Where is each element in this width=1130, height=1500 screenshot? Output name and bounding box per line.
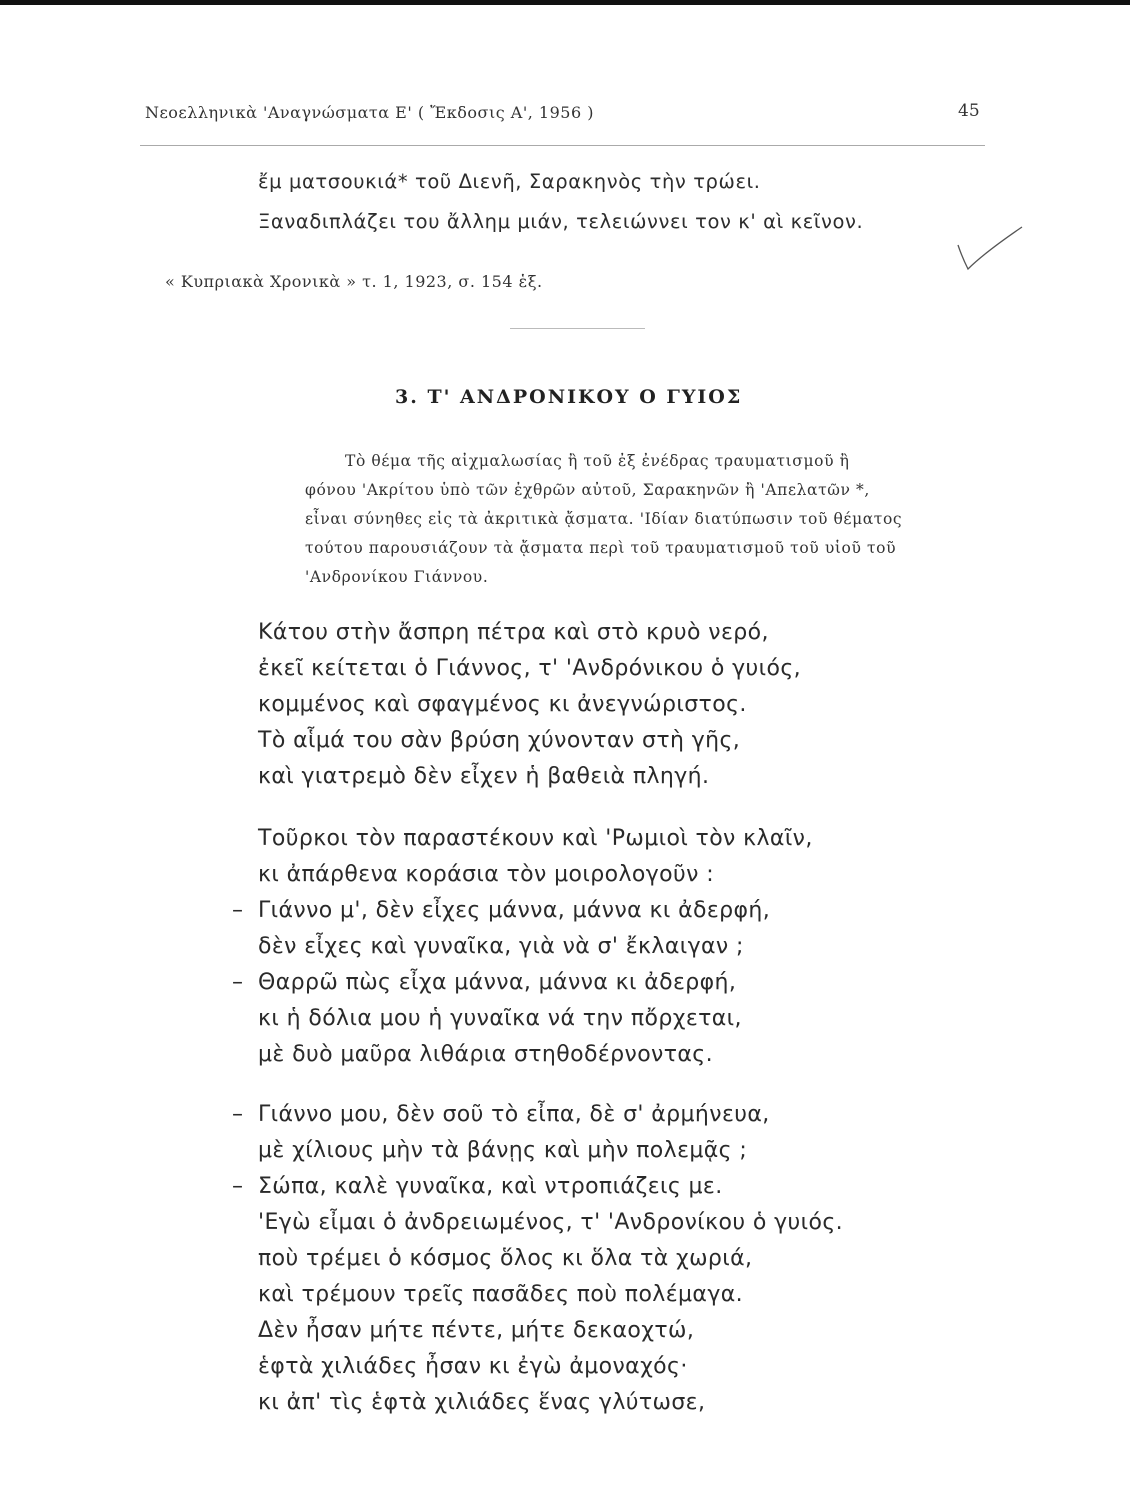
intro-line: Τὸ θέμα τῆς αἰχμαλωσίας ἢ τοῦ ἐξ ἐνέδρας τραυματισμοῦ ἢ bbox=[345, 452, 850, 470]
poem-line: κι ἡ δόλια μου ἡ γυναῖκα νά την πὄρχεται, bbox=[258, 1006, 742, 1031]
poem-line: 'Εγὼ εἶμαι ὁ ἀνδρειωμένος, τ' 'Ανδρονίκου ὁ γυιός. bbox=[258, 1210, 844, 1235]
poem-line: Θαρρῶ πὼς εἶχα μάννα, μάννα κι ἀδερφή, bbox=[258, 970, 737, 995]
running-header: Νεοελληνικὰ 'Αναγνώσματα Ε' ( Ἔκδοσις Α', 1956 ) bbox=[145, 103, 594, 122]
dialogue-dash: – bbox=[232, 1174, 243, 1199]
poem-line: Γιάννο μ', δὲν εἶχες μάννα, μάννα κι ἀδερφή, bbox=[258, 898, 771, 923]
poem-line: Κάτου στὴν ἄσπρη πέτρα καὶ στὸ κρυὸ νερό, bbox=[258, 620, 769, 645]
scan-top-edge bbox=[0, 0, 1130, 5]
section-separator bbox=[510, 328, 645, 329]
poem-line: Δὲν ἦσαν μήτε πέντε, μήτε δεκαοχτώ, bbox=[258, 1318, 695, 1343]
poem-line: ἑφτὰ χιλιάδες ἦσαν κι ἐγὼ ἀμοναχός· bbox=[258, 1354, 688, 1379]
poem-line: κομμένος καὶ σφαγμένος κι ἀνεγνώριστος. bbox=[258, 692, 747, 717]
handwritten-check-mark bbox=[950, 225, 1030, 275]
poem-line: Σώπα, καλὲ γυναῖκα, καὶ ντροπιάζεις με. bbox=[258, 1174, 723, 1199]
poem-line: κι ἀπ' τὶς ἑφτὰ χιλιάδες ἕνας γλύτωσε, bbox=[258, 1390, 706, 1415]
intro-line: τούτου παρουσιάζουν τὰ ᾄσματα περὶ τοῦ τραυματισμοῦ τοῦ υἱοῦ τοῦ bbox=[305, 539, 897, 557]
dialogue-dash: – bbox=[232, 970, 243, 995]
page-number: 45 bbox=[958, 101, 980, 121]
poem-line: Τοῦρκοι τὸν παραστέκουν καὶ 'Ρωμιοὶ τὸν κλαῖν, bbox=[258, 826, 813, 851]
poem-line: δὲν εἶχες καὶ γυναῖκα, γιὰ νὰ σ' ἔκλαιγαν ; bbox=[258, 934, 744, 959]
dialogue-dash: – bbox=[232, 1102, 243, 1127]
dialogue-dash: – bbox=[232, 898, 243, 923]
poem-line: Τὸ αἷμά του σὰν βρύση χύνονταν στὴ γῆς, bbox=[258, 728, 741, 753]
intro-line: εἶναι σύνηθες εἰς τὰ ἀκριτικὰ ᾄσματα. 'Ιδίαν διατύπωσιν τοῦ θέματος bbox=[305, 510, 903, 528]
poem-line: ποὺ τρέμει ὁ κόσμος ὅλος κι ὅλα τὰ χωριά, bbox=[258, 1246, 753, 1271]
poem-line: κι ἀπάρθενα κοράσια τὸν μοιρολογοῦν : bbox=[258, 862, 715, 887]
intro-line: 'Ανδρονίκου Γιάννου. bbox=[305, 568, 489, 586]
poem-line: καὶ γιατρεμὸ δὲν εἶχεν ἡ βαθειὰ πληγή. bbox=[258, 764, 710, 789]
poem-line: μὲ δυὸ μαῦρα λιθάρια στηθοδέρνοντας. bbox=[258, 1042, 714, 1067]
prev-poem-line: Ξαναδιπλάζει του ἄλλημ μιάν, τελειώννει τον κ' αὶ κεῖνον. bbox=[258, 210, 864, 233]
source-citation: « Κυπριακὰ Χρονικὰ » τ. 1, 1923, σ. 154 ἑξ. bbox=[165, 272, 543, 291]
poem-line: μὲ χίλιους μὴν τὰ βάνῃς καὶ μὴν πολεμᾷς ; bbox=[258, 1138, 748, 1163]
poem-line: Γιάννο μου, δὲν σοῦ τὸ εἶπα, δὲ σ' ἀρμήνευα, bbox=[258, 1102, 770, 1127]
poem-line: ἐκεῖ κείτεται ὁ Γιάννος, τ' 'Ανδρόνικου ὁ γυιός, bbox=[258, 656, 802, 681]
intro-line: φόνου 'Ακρίτου ὑπὸ τῶν ἐχθρῶν αὐτοῦ, Σαρακηνῶν ἢ 'Απελατῶν *, bbox=[305, 481, 870, 499]
poem-line: καὶ τρέμουν τρεῖς πασᾶδες ποὺ πολέμαγα. bbox=[258, 1282, 744, 1307]
header-rule bbox=[140, 145, 985, 146]
section-title: 3. Τ' ΑΝΔΡΟΝΙΚΟΥ Ο ΓΥΙΟΣ bbox=[395, 386, 743, 408]
prev-poem-line: ἔμ ματσουκιά* τοῦ Διενῆ, Σαρακηνὸς τὴν τρώει. bbox=[258, 170, 761, 193]
